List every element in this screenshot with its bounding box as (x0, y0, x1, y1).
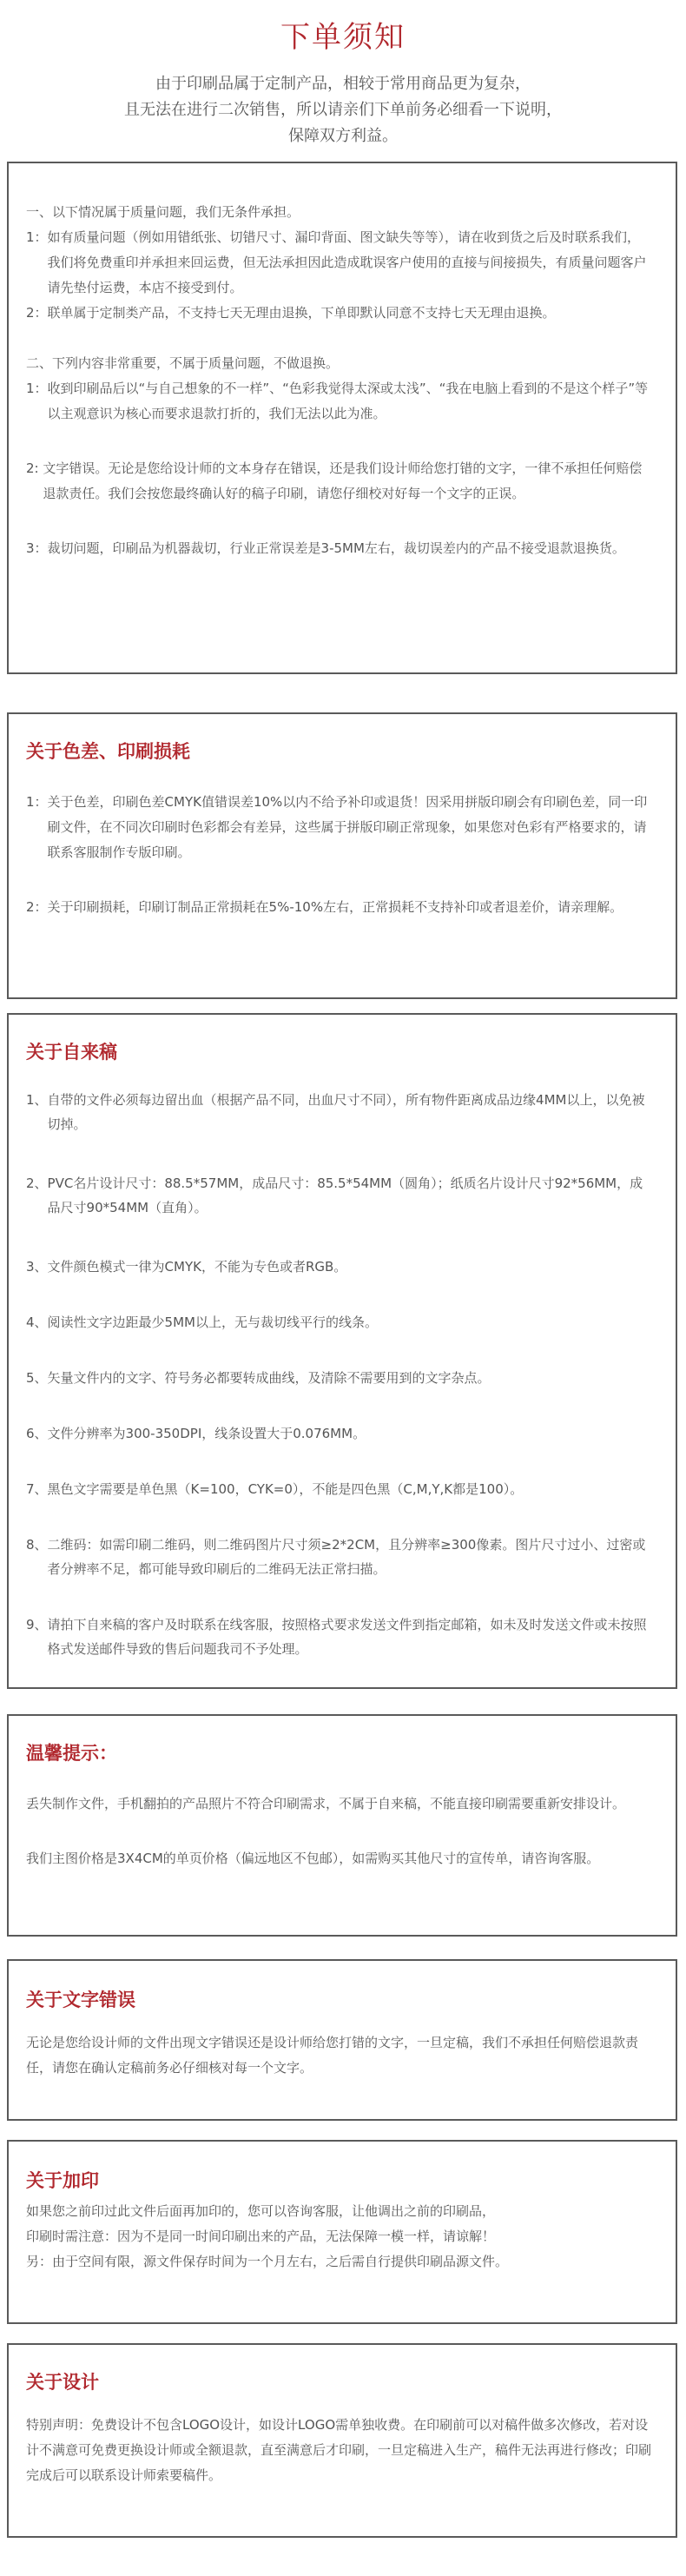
list-item (26, 301, 653, 326)
section-title: 关于加印 (26, 2170, 99, 2191)
item-text: 文件分辨率为300-350DPI，线条设置大于0.076MM。 (47, 1426, 366, 1441)
list-item (26, 1421, 653, 1446)
list-item (26, 1366, 653, 1390)
list-item (26, 376, 653, 427)
list-item (26, 225, 653, 301)
item-number: 6、 (26, 1426, 48, 1441)
item-text: 阅读性文字边距最少5MM以上，无与裁切线平行的线条。 (47, 1314, 378, 1330)
item-text: 文字错误。无论是您给设计师的文本身存在错误，还是我们设计师给您打错的文字，一律不承担任何赔偿退款责任。我们会按您最终确认好的稿子印刷，请您仔细校对好每一个文字的正误。 (43, 460, 643, 501)
self-supplied-files-section (7, 1013, 677, 1689)
section-title: 温馨提示： (26, 1743, 117, 1764)
list-item (26, 790, 653, 865)
section-title: 关于文字错误 (26, 1990, 135, 2010)
intro-line: 且无法在进行二次销售，所以请亲们下单前务必细看一下说明， (124, 101, 562, 119)
item-text: 请拍下自来稿的客户及时联系在线客服，按照格式要求发送文件到指定邮箱，如未及时发送文件或未按照格式发送邮件导致的售后问题我司不予处理。 (47, 1617, 647, 1657)
list-item (26, 456, 653, 507)
item-number: 1： (26, 794, 48, 810)
item-number: 9、 (26, 1617, 48, 1632)
item-number: 7、 (26, 1481, 48, 1497)
reprint-line: 印刷时需注意：因为不是同一时间印刷出来的产品，无法保障一模一样，请谅解！ (26, 2228, 496, 2244)
item-text: 黑色文字需要是单色黑（K=100，CYK=0），不能是四色黑（C,M,Y,K都是100）。 (47, 1481, 524, 1497)
tips-paragraph: 丢失制作文件，手机翻拍的产品照片不符合印刷需求，不属于自来稿，不能直接印刷需要重新安排设计。 (26, 1796, 626, 1811)
item-number: 3： (26, 540, 48, 556)
item-text: 如有质量问题（例如用错纸张、切错尺寸、漏印背面、图文缺失等等），请在收到货之后及时联系我们，我们将免费重印并承担来回运费，但无法承担因此造成耽误客户使用的直接与间接损失，有质量问题客户请先垫付运费，本店不接受到付。 (47, 229, 647, 295)
item-number: 1、 (26, 1092, 48, 1108)
item-text: 收到印刷品后以“与自己想象的不一样”、“色彩我觉得太深或太浅”、“我在电脑上看到的不是这个样子”等以主观意识为核心而要求退款打折的，我们无法以此为准。 (47, 381, 649, 421)
intro-line: 由于印刷品属于定制产品，相较于常用商品更为复杂， (155, 75, 531, 93)
section-title: 关于自来稿 (26, 1042, 117, 1063)
item-number: 3、 (26, 1259, 48, 1275)
tips-paragraph: 我们主图价格是3X4CM的单页价格（偏远地区不包邮），如需购买其他尺寸的宣传单，请咨询客服。 (26, 1851, 600, 1866)
section-title: 关于设计 (26, 2372, 99, 2393)
list-item (26, 895, 653, 920)
intro-line: 保障双方利益。 (288, 127, 398, 145)
item-text: 联单属于定制类产品，不支持七天无理由退换，下单即默认同意不支持七天无理由退换。 (47, 305, 556, 321)
item-text: 关于印刷损耗，印刷订制品正常损耗在5%-10%左右，正常损耗不支持补印或者退差价，请亲理解。 (47, 899, 623, 915)
tips-section (7, 1714, 677, 1937)
item-text: 矢量文件内的文字、符号务必都要转成曲线，及清除不需要用到的文字杂点。 (47, 1370, 491, 1386)
list-item (26, 1533, 653, 1581)
item-text: 二维码：如需印刷二维码，则二维码图片尺寸须≥2*2CM，且分辨率≥300像素。图片尺寸过小、过密或者分辨率不足，都可能导致印刷后的二维码无法正常扫描。 (47, 1537, 646, 1577)
reprint-line: 另：由于空间有限，源文件保存时间为一个月左右，之后需自行提供印刷品源文件。 (26, 2254, 509, 2269)
list-item (26, 1255, 653, 1279)
page-title: 下单须知 (280, 20, 406, 55)
item-number: 2、 (26, 1175, 48, 1191)
item-number: 2： (26, 899, 48, 915)
item-number: 2: (26, 460, 43, 476)
item-text: PVC名片设计尺寸：88.5*57MM，成品尺寸：85.5*54MM（圆角）；纸质名片设计尺寸92*56MM，成品尺寸90*54MM（直角）。 (47, 1175, 643, 1215)
section-title: 关于色差、印刷损耗 (26, 741, 190, 762)
list-item (26, 1171, 653, 1220)
item-number: 1： (26, 381, 48, 396)
section-heading: 二、下列内容非常重要，不属于质量问题，不做退换。 (26, 355, 340, 371)
color-loss-section (7, 712, 677, 999)
item-number: 8、 (26, 1537, 48, 1553)
item-number: 4、 (26, 1314, 48, 1330)
list-item (26, 1612, 653, 1661)
item-number: 2： (26, 305, 48, 321)
text-error-paragraph: 无论是您给设计师的文件出现文字错误还是设计师给您打错的文字，一旦定稿，我们不承担任何赔偿退款责任，请您在确认定稿前务必仔细核对每一个文字。 (26, 2035, 639, 2076)
reprint-section (7, 2140, 677, 2324)
item-number: 1： (26, 229, 48, 245)
item-text: 裁切问题，印刷品为机器裁切，行业正常误差是3-5MM左右，裁切误差内的产品不接受退款退换货。 (47, 540, 625, 556)
item-number: 5、 (26, 1370, 48, 1386)
intro-text (0, 71, 686, 149)
item-text: 关于色差，印刷色差CMYK值错误差10%以内不给予补印或退货！因采用拼版印刷会有印刷色差，同一印刷文件，在不同次印刷时色彩都会有差异，这些属于拼版印刷正常现象，如果您对色彩有严格要求的，请联系客服制作专版印刷。 (47, 794, 648, 860)
quality-section (7, 162, 677, 674)
list-item (26, 536, 653, 561)
design-paragraph: 特别声明：免费设计不包含LOGO设计，如设计LOGO需单独收费。在印刷前可以对稿件做多次修改，若对设计不满意可免费更换设计师或全额退款，直至满意后才印刷，一旦定稿进入生产，稿件无法再进行修改；印刷完成后可以联系设计师索要稿件。 (26, 2417, 652, 2483)
text-error-section (7, 1959, 677, 2121)
header (0, 0, 686, 162)
list-item (26, 1310, 653, 1334)
item-text: 文件颜色模式一律为CMYK，不能为专色或者RGB。 (47, 1259, 347, 1275)
list-item (26, 1477, 653, 1501)
item-text: 自带的文件必须每边留出血（根据产品不同，出血尺寸不同），所有物件距离成品边缘4MM以上，以免被切掉。 (47, 1092, 645, 1132)
section-heading: 一、以下情况属于质量问题，我们无条件承担。 (26, 204, 300, 220)
reprint-line: 如果您之前印过此文件后面再加印的，您可以咨询客服，让他调出之前的印刷品， (26, 2203, 496, 2219)
list-item (26, 1088, 653, 1136)
design-section (7, 2343, 677, 2538)
